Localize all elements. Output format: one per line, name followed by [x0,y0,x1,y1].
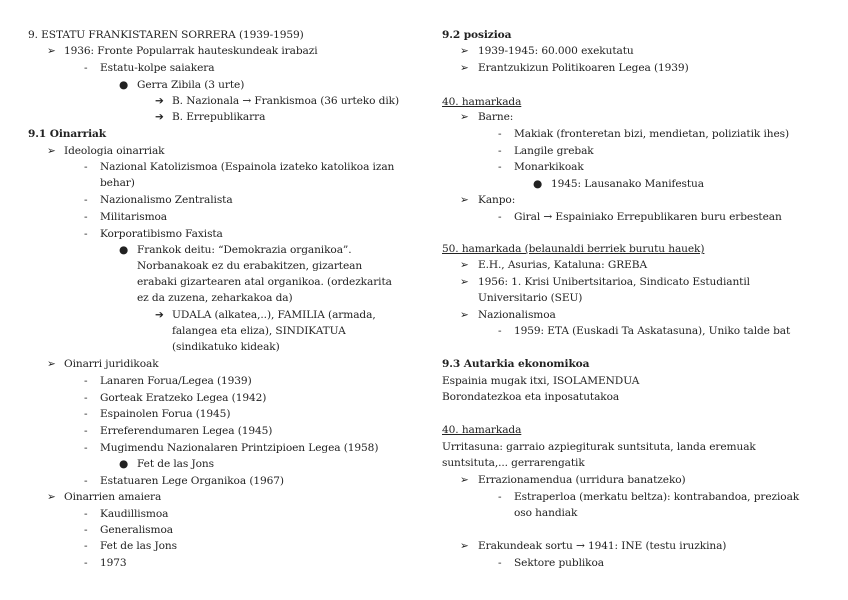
dash-bullet-icon: - [84,392,88,404]
arrow-bullet-icon: ➢ [460,111,469,123]
list-item-continuation: (sindikatuko kideak) [172,341,280,353]
dot-bullet-icon: ● [119,458,129,470]
right-arrow-icon: ➔ [155,111,164,123]
list-item-continuation: behar) [100,177,135,189]
dash-bullet-icon: - [498,491,502,503]
list-item: Estatu-kolpe saiakera [100,62,215,74]
arrow-bullet-icon: ➢ [47,358,56,370]
list-item: 1956: 1. Krisi Unibertsitarioa, Sindicato Estudiantil [478,276,750,288]
arrow-bullet-icon: ➢ [460,259,469,271]
arrow-bullet-icon: ➢ [47,45,56,57]
list-item: UDALA (alkatea,..), FAMILIA (armada, [172,309,376,321]
list-item: Frankok deitu: “Demokrazia organikoa”. [137,244,352,256]
dash-bullet-icon: - [84,508,88,520]
dash-bullet-icon: - [84,228,88,240]
list-item: Erreferendumaren Legea (1945) [100,425,273,437]
dash-bullet-icon: - [84,425,88,437]
list-item-continuation: Norbanakoak ez du erabakitzen, gizartean [137,260,363,272]
list-item: Mugimendu Nazionalaren Printzipioen Legea (1958) [100,442,379,454]
right-arrow-icon: ➔ [155,95,164,107]
list-item: E.H., Asurias, Kataluna: GREBA [478,259,647,271]
list-item: Militarismoa [100,211,168,223]
arrow-bullet-icon: ➢ [460,62,469,74]
arrow-bullet-icon: ➢ [460,474,469,486]
arrow-bullet-icon: ➢ [460,194,469,206]
dash-bullet-icon: - [84,524,88,536]
list-item: 1959: ETA (Euskadi Ta Askatasuna), Uniko talde bat [514,325,791,337]
list-item: Barne: [478,111,514,123]
list-item-continuation: falangea eta eliza), SINDIKATUA [172,325,346,337]
dash-bullet-icon: - [498,211,502,223]
list-item: Lanaren Forua/Legea (1939) [100,375,252,387]
section-9-3-heading: 9.3 Autarkia ekonomikoa [442,358,590,370]
list-item-continuation: Universitario (SEU) [478,292,583,304]
list-item: Erakundeak sortu → 1941: INE (testu iruzkina) [478,540,727,552]
dot-bullet-icon: ● [119,244,129,256]
section-9-2-heading: 9.2 posizioa [442,29,512,41]
dash-bullet-icon: - [84,442,88,454]
dash-bullet-icon: - [84,475,88,487]
list-item-continuation: ez da zuzena, zeharkakoa da) [137,292,293,304]
list-item: Kaudillismoa [100,508,169,520]
list-item: Ideologia oinarriak [64,145,165,157]
dash-bullet-icon: - [498,325,502,337]
dot-bullet-icon: ● [533,178,543,190]
list-item: Fet de las Jons [100,540,177,552]
subheading-40-hamarkada: 40. hamarkada [442,96,522,108]
dash-bullet-icon: - [84,161,88,173]
subheading-40-hamarkada: 40. hamarkada [442,424,522,436]
paragraph-line: Urritasuna: garraio azpiegiturak suntsituta, landa eremuak [442,441,756,453]
arrow-bullet-icon: ➢ [460,45,469,57]
dash-bullet-icon: - [84,408,88,420]
dot-bullet-icon: ● [119,79,129,91]
arrow-bullet-icon: ➢ [460,309,469,321]
paragraph-line: suntsituta,... gerrarengatik [442,457,585,469]
list-item: Monarkikoak [514,161,584,173]
list-item: 1945: Lausanako Manifestua [551,178,704,190]
dash-bullet-icon: - [84,62,88,74]
list-item: 1936: Fronte Popularrak hauteskundeak irabazi [64,45,318,57]
section-9-1-heading: 9.1 Oinarriak [28,128,107,140]
list-item: Errazionamendua (urridura banatzeko) [478,474,686,486]
list-item: B. Errepublikarra [172,111,266,123]
list-item: Makiak (fronteretan bizi, mendietan, poliziatik ihes) [514,128,790,140]
list-item: Gerra Zibila (3 urte) [137,79,245,91]
list-item: Gorteak Eratzeko Legea (1942) [100,392,267,404]
list-item: Espainolen Forua (1945) [100,408,231,420]
list-item: Nazional Katolizismoa (Espainola izateko katolikoa izan [100,161,395,173]
arrow-bullet-icon: ➢ [460,540,469,552]
arrow-bullet-icon: ➢ [460,276,469,288]
paragraph-line: Espainia mugak itxi, ISOLAMENDUA [442,375,640,387]
list-item: Fet de las Jons [137,458,214,470]
list-item: Estraperloa (merkatu beltza): kontrabandoa, prezioak [514,491,800,503]
dash-bullet-icon: - [498,128,502,140]
list-item: Giral → Espainiako Errepublikaren buru erbestean [514,211,782,223]
list-item: Korporatibismo Faxista [100,228,223,240]
list-item: B. Nazionala → Frankismoa (36 urteko dik) [172,95,399,107]
paragraph-line: Borondatezkoa eta inposatutakoa [442,391,620,403]
list-item: Generalismoa [100,524,173,536]
section-9-heading: 9. ESTATU FRANKISTAREN SORRERA (1939-1959) [28,29,304,41]
dash-bullet-icon: - [84,211,88,223]
list-item: Oinarrien amaiera [64,491,162,503]
list-item: Erantzukizun Politikoaren Legea (1939) [478,62,689,74]
list-item: Nazionalismo Zentralista [100,194,233,206]
dash-bullet-icon: - [498,161,502,173]
right-arrow-icon: ➔ [155,309,164,321]
list-item: Kanpo: [478,194,516,206]
list-item: Sektore publikoa [514,557,604,569]
dash-bullet-icon: - [84,375,88,387]
list-item: 1973 [100,557,127,569]
list-item: Nazionalismoa [478,309,556,321]
subheading-50-hamarkada: 50. hamarkada (belaunaldi berriek burutu hauek) [442,243,705,255]
list-item: Estatuaren Lege Organikoa (1967) [100,475,284,487]
arrow-bullet-icon: ➢ [47,491,56,503]
list-item: Langile grebak [514,145,594,157]
list-item: 1939-1945: 60.000 exekutatu [478,45,634,57]
dash-bullet-icon: - [84,557,88,569]
list-item-continuation: erabaki gizartearen atal organikoa. (ordezkarita [137,276,392,288]
dash-bullet-icon: - [84,540,88,552]
list-item: Oinarri juridikoak [64,358,159,370]
dash-bullet-icon: - [498,557,502,569]
dash-bullet-icon: - [84,194,88,206]
arrow-bullet-icon: ➢ [47,145,56,157]
list-item-continuation: oso handiak [514,507,578,519]
dash-bullet-icon: - [498,145,502,157]
